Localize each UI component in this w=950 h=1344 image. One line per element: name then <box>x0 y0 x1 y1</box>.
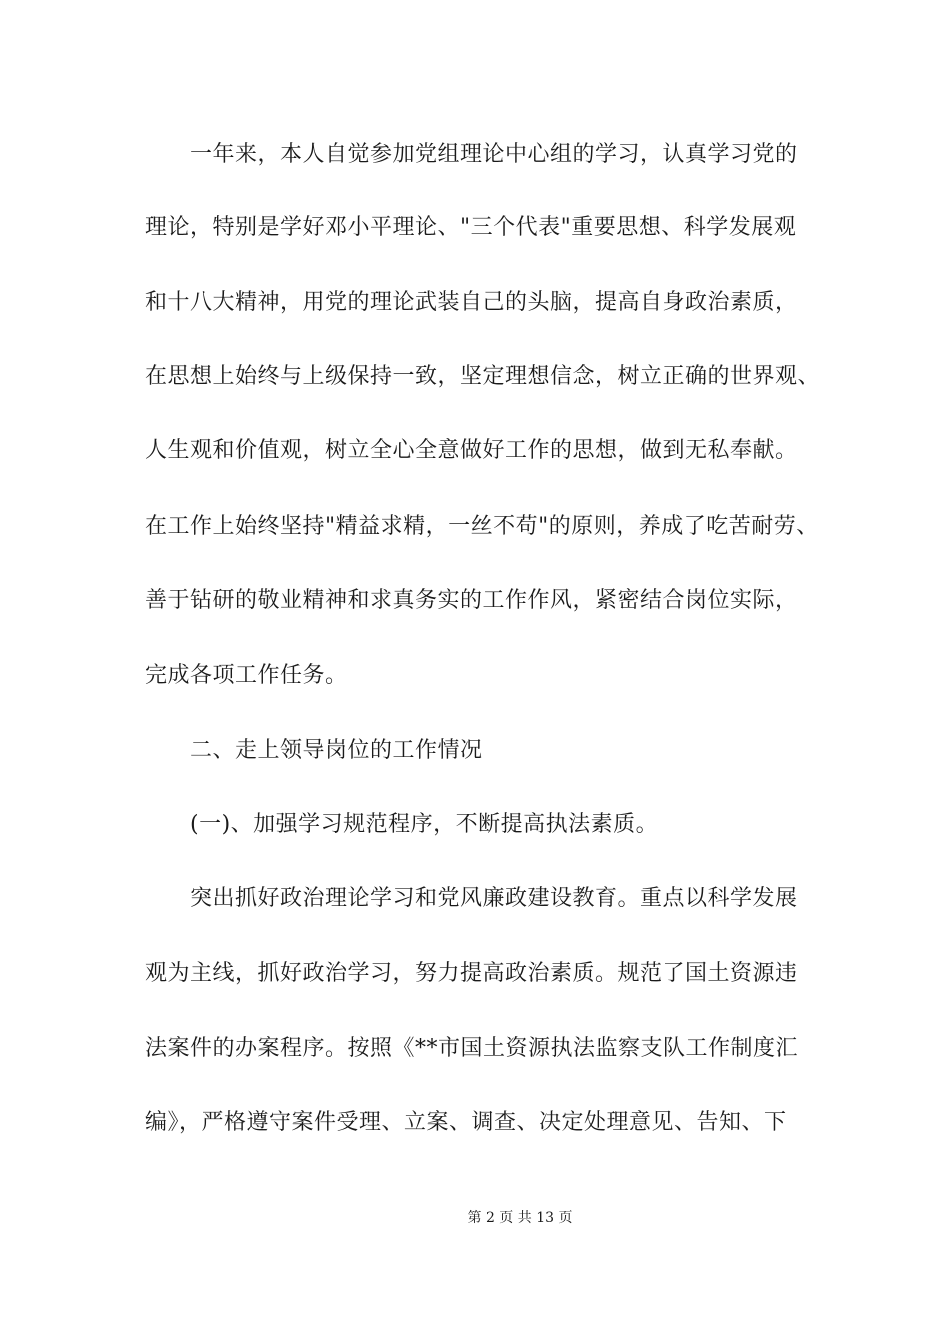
section-heading: 二、走上领导岗位的工作情况 <box>190 738 483 763</box>
paragraph-line-3: 和十八大精神，用党的理论武装自己的头脑，提高自身政治素质， <box>145 290 798 315</box>
paragraph-line-12: 观为主线，抓好政治学习，努力提高政治素质。规范了国土资源违 <box>145 961 798 986</box>
subsection-heading: (一)、加强学习规范程序，不断提高执法素质。 <box>190 812 659 837</box>
paragraph-line-2: 理论，特别是学好邓小平理论、"三个代表"重要思想、科学发展观 <box>145 215 797 240</box>
paragraph-line-13: 法案件的办案程序。按照《**市国土资源执法监察支队工作制度汇 <box>145 1036 799 1061</box>
paragraph-line-6: 在工作上始终坚持"精益求精，一丝不苟"的原则，养成了吃苦耐劳、 <box>145 514 819 539</box>
paragraph-line-4: 在思想上始终与上级保持一致，坚定理想信念，树立正确的世界观、 <box>145 364 821 389</box>
paragraph-line-8: 完成各项工作任务。 <box>145 663 348 688</box>
paragraph-line-1: 一年来，本人自觉参加党组理论中心组的学习，认真学习党的 <box>190 142 798 167</box>
paragraph-line-7: 善于钻研的敬业精神和求真务实的工作作风，紧密结合岗位实际， <box>145 588 798 613</box>
paragraph-line-14: 编》，严格遵守案件受理、立案、调查、决定处理意见、告知、下 <box>145 1110 787 1135</box>
paragraph-line-11: 突出抓好政治理论学习和党风廉政建设教育。重点以科学发展 <box>190 886 798 911</box>
paragraph-line-5: 人生观和价值观，树立全心全意做好工作的思想，做到无私奉献。 <box>145 438 798 463</box>
page-number-footer: 第 2 页 共 13 页 <box>467 1210 573 1226</box>
